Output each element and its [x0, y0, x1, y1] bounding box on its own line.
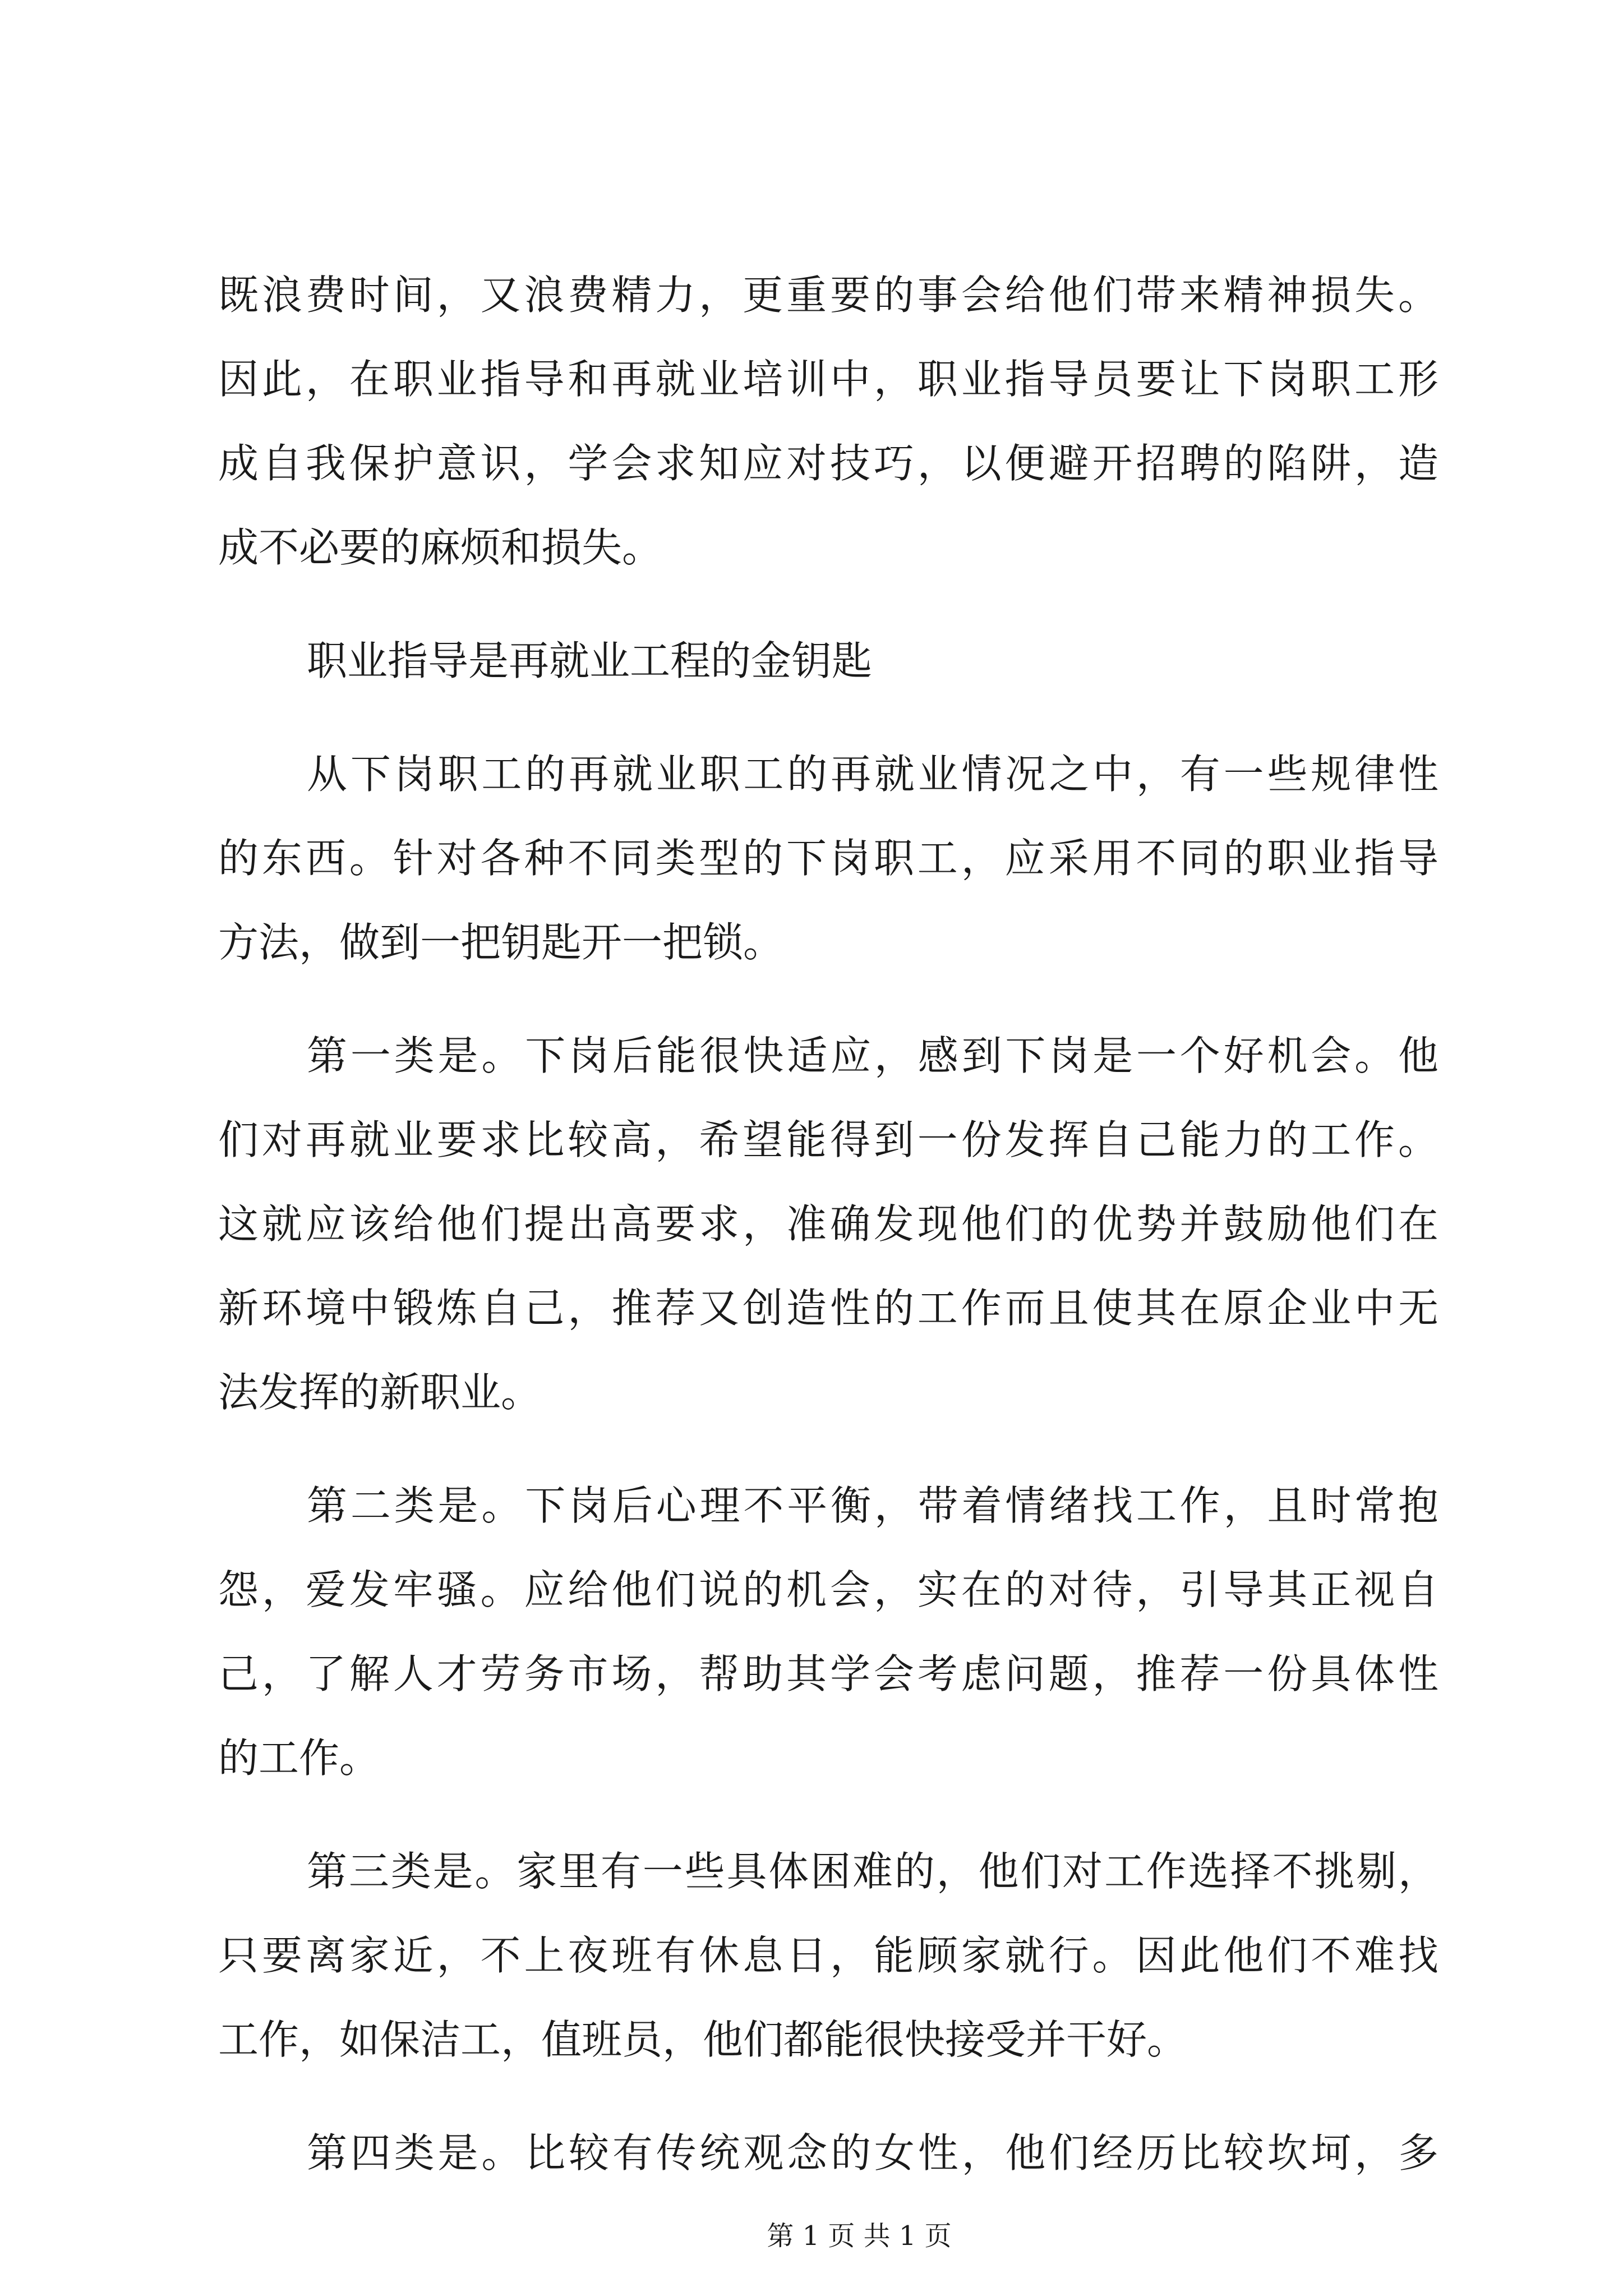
text-line: 职业指导是再就业工程的金钥匙: [307, 637, 873, 684]
text-line: 从下岗职工的再就业职工的再就业情况之中，有一些规律性: [307, 751, 1438, 798]
text-line: 这就应该给他们提出高要求，准确发现他们的优势并鼓励他们在: [218, 1200, 1438, 1248]
text-line: 第一类是。下岗后能很快适应，感到下岗是一个好机会。他: [307, 1032, 1438, 1079]
text-line: 成不必要的麻烦和损失。: [218, 524, 663, 571]
document-body: [218, 253, 1438, 2224]
text-line: 的工作。: [218, 1734, 380, 1782]
section-heading: [218, 619, 1438, 703]
text-line: 们对再就业要求比较高，希望能得到一份发挥自己能力的工作。: [218, 1116, 1438, 1163]
text-line: 新环境中锻炼自己，推荐又创造性的工作而且使其在原企业中无: [218, 1285, 1438, 1332]
text-line: 只要离家近，不上夜班有休息日，能顾家就行。因此他们不难找: [218, 1932, 1438, 1979]
text-line: 因此，在职业指导和再就业培训中，职业指导员要让下岗职工形: [218, 356, 1438, 403]
paragraph: [218, 1014, 1438, 1434]
text-line: 怨，爱发牢骚。应给他们说的机会，实在的对待，引导其正视自: [218, 1566, 1438, 1613]
text-line: 工作，如保洁工，值班员，他们都能很快接受并干好。: [218, 2016, 1188, 2063]
text-line: 方法，做到一把钥匙开一把锁。: [218, 919, 784, 966]
text-line: 成自我保护意识，学会求知应对技巧，以便避开招聘的陷阱，造: [218, 440, 1438, 487]
text-line: 法发挥的新职业。: [218, 1369, 542, 1416]
paragraph: [218, 732, 1438, 984]
text-line: 第四类是。比较有传统观念的女性，他们经历比较坎坷，多: [307, 2129, 1438, 2177]
paragraph: [218, 1829, 1438, 2082]
paragraph: [218, 2111, 1438, 2195]
text-line: 既浪费时间，又浪费精力，更重要的事会给他们带来精神损失。: [218, 272, 1438, 319]
text-line: 第三类是。家里有一些具体困难的，他们对工作选择不挑剔，: [307, 1848, 1438, 1895]
text-line: 第二类是。下岗后心理不平衡，带着情绪找工作，且时常抱: [307, 1482, 1438, 1529]
paragraph: [218, 253, 1438, 590]
page-footer: 第 1 页 共 1 页: [767, 2220, 952, 2252]
text-line: 的东西。针对各种不同类型的下岗职工，应采用不同的职业指导: [218, 835, 1438, 882]
paragraph: [218, 1464, 1438, 1800]
text-line: 己，了解人才劳务市场，帮助其学会考虑问题，推荐一份具体性: [218, 1650, 1438, 1697]
